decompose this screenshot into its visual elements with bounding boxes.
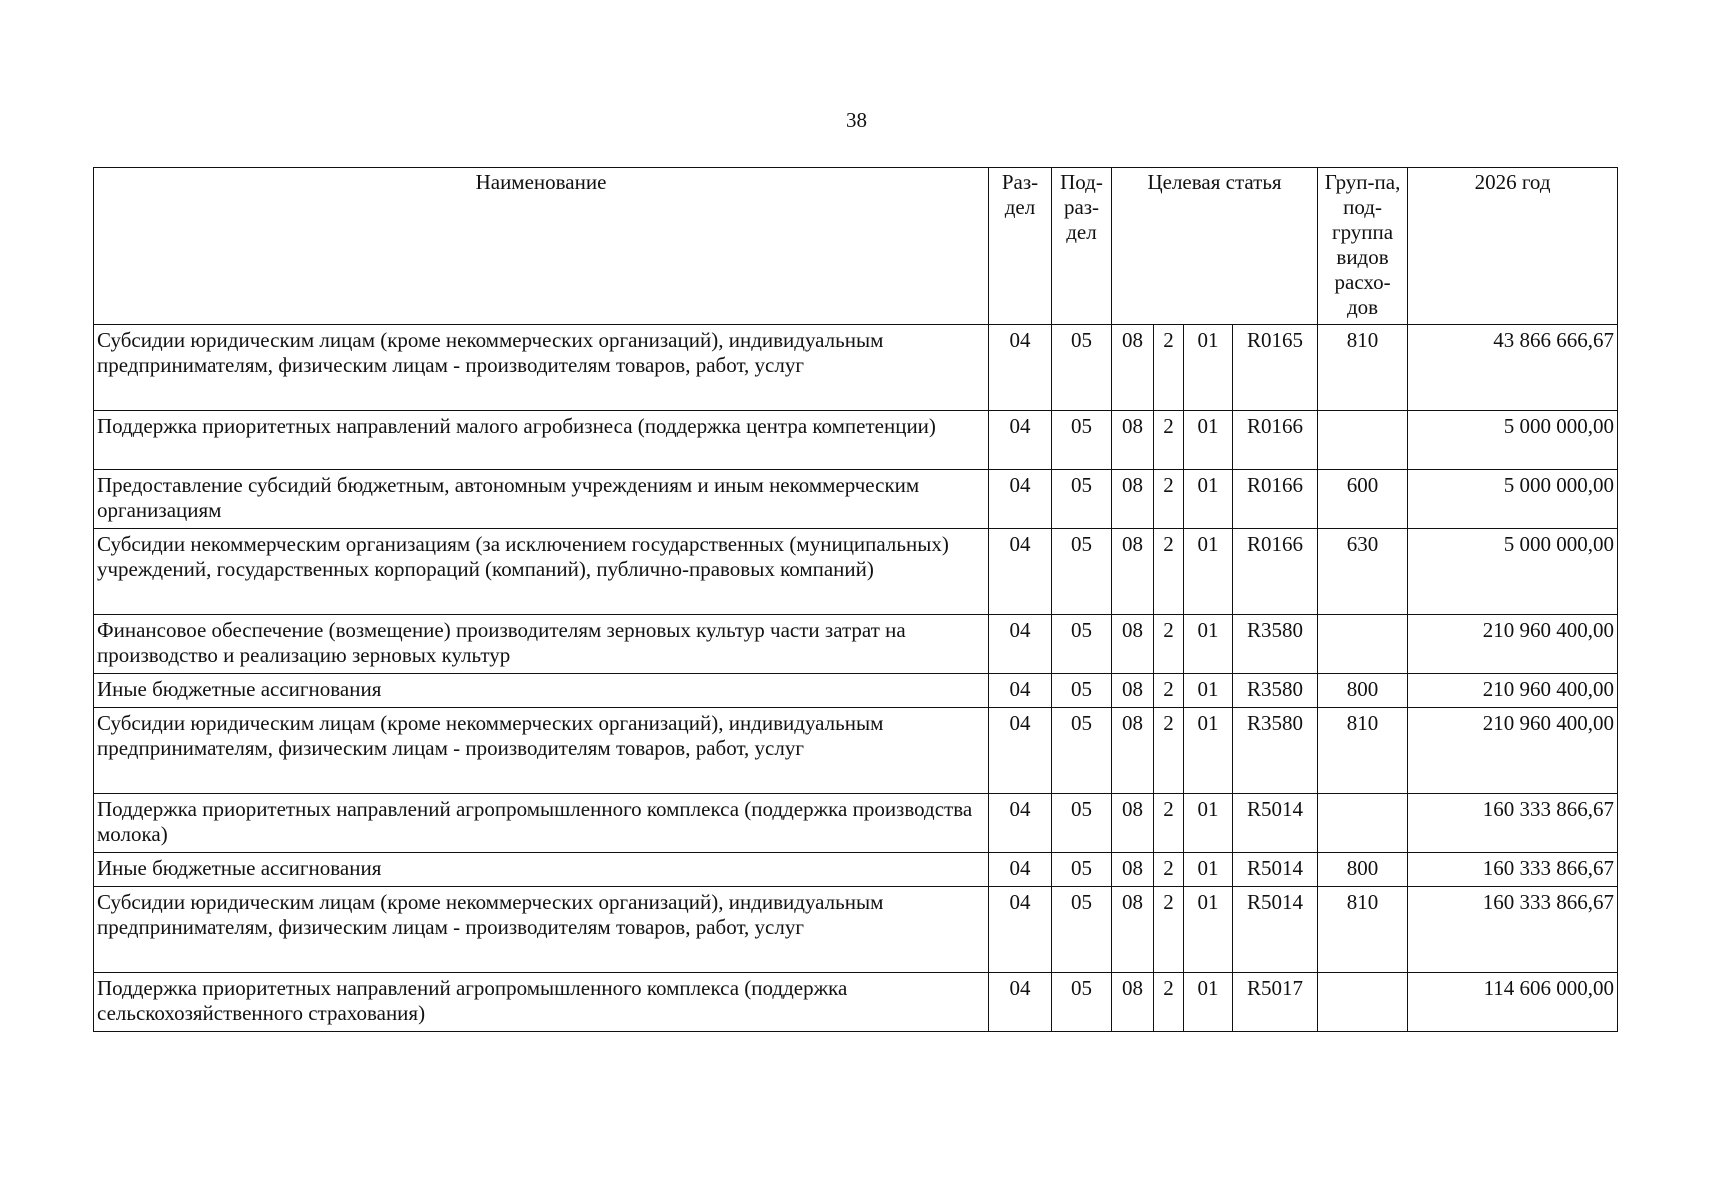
row-podrazdel: 05 (1052, 794, 1112, 853)
table-row (94, 615, 1618, 674)
row-amount: 114 606 000,00 (1408, 973, 1618, 1032)
row-group: 800 (1318, 853, 1408, 887)
table-row (94, 708, 1618, 794)
row-target-event: 01 (1184, 325, 1233, 411)
row-target-code: R3580 (1233, 615, 1318, 674)
row-name: Субсидии юридическим лицам (кроме некоммерческих организаций), индивидуальным предпринимателям, физическим лицам - производителям товаров, работ, услуг (94, 708, 989, 794)
row-razdel: 04 (989, 470, 1052, 529)
row-target-type: 2 (1154, 411, 1184, 470)
row-razdel: 04 (989, 708, 1052, 794)
row-target-event: 01 (1184, 529, 1233, 615)
row-amount: 160 333 866,67 (1408, 794, 1618, 853)
row-podrazdel: 05 (1052, 470, 1112, 529)
row-group (1318, 794, 1408, 853)
row-group: 810 (1318, 708, 1408, 794)
row-amount: 43 866 666,67 (1408, 325, 1618, 411)
row-name: Иные бюджетные ассигнования (94, 674, 989, 708)
header-razdel: Раз-дел (989, 168, 1052, 325)
row-target-event: 01 (1184, 470, 1233, 529)
row-target-program: 08 (1112, 325, 1154, 411)
row-razdel: 04 (989, 325, 1052, 411)
row-razdel: 04 (989, 853, 1052, 887)
row-target-type: 2 (1154, 325, 1184, 411)
row-podrazdel: 05 (1052, 615, 1112, 674)
row-amount: 210 960 400,00 (1408, 615, 1618, 674)
row-podrazdel: 05 (1052, 529, 1112, 615)
table-row (94, 529, 1618, 615)
row-razdel: 04 (989, 411, 1052, 470)
row-razdel: 04 (989, 887, 1052, 973)
table-row (94, 674, 1618, 708)
table-row (94, 794, 1618, 853)
row-target-type: 2 (1154, 794, 1184, 853)
row-name: Поддержка приоритетных направлений агропромышленного комплекса (поддержка сельскохозяйственного страхования) (94, 973, 989, 1032)
row-name: Иные бюджетные ассигнования (94, 853, 989, 887)
row-razdel: 04 (989, 674, 1052, 708)
row-amount: 160 333 866,67 (1408, 887, 1618, 973)
row-target-code: R3580 (1233, 708, 1318, 794)
header-podrazdel: Под-раз-дел (1052, 168, 1112, 325)
row-podrazdel: 05 (1052, 887, 1112, 973)
row-target-code: R3580 (1233, 674, 1318, 708)
row-amount: 210 960 400,00 (1408, 708, 1618, 794)
row-podrazdel: 05 (1052, 325, 1112, 411)
row-target-event: 01 (1184, 615, 1233, 674)
header-year: 2026 год (1408, 168, 1618, 325)
budget-table (93, 167, 1618, 1032)
row-target-event: 01 (1184, 973, 1233, 1032)
row-target-event: 01 (1184, 794, 1233, 853)
row-target-program: 08 (1112, 973, 1154, 1032)
row-razdel: 04 (989, 615, 1052, 674)
row-target-type: 2 (1154, 708, 1184, 794)
row-razdel: 04 (989, 973, 1052, 1032)
table-row (94, 325, 1618, 411)
header-row (94, 168, 1618, 325)
row-name: Финансовое обеспечение (возмещение) производителям зерновых культур части затрат на производство и реализацию зерновых культур (94, 615, 989, 674)
row-podrazdel: 05 (1052, 973, 1112, 1032)
page-number: 38 (846, 108, 867, 132)
header-target: Целевая статья (1112, 168, 1318, 325)
row-target-program: 08 (1112, 853, 1154, 887)
row-amount: 5 000 000,00 (1408, 529, 1618, 615)
row-name: Субсидии некоммерческим организациям (за исключением государственных (муниципальных) учреждений, государственных корпораций (компаний), публично-правовых компаний) (94, 529, 989, 615)
row-target-code: R5014 (1233, 794, 1318, 853)
row-podrazdel: 05 (1052, 674, 1112, 708)
row-amount: 210 960 400,00 (1408, 674, 1618, 708)
row-group: 630 (1318, 529, 1408, 615)
table-row (94, 887, 1618, 973)
row-amount: 5 000 000,00 (1408, 411, 1618, 470)
row-target-code: R0165 (1233, 325, 1318, 411)
row-target-type: 2 (1154, 887, 1184, 973)
row-target-program: 08 (1112, 887, 1154, 973)
row-target-type: 2 (1154, 470, 1184, 529)
row-target-type: 2 (1154, 529, 1184, 615)
row-group: 600 (1318, 470, 1408, 529)
row-target-type: 2 (1154, 615, 1184, 674)
row-target-event: 01 (1184, 853, 1233, 887)
row-name: Субсидии юридическим лицам (кроме некоммерческих организаций), индивидуальным предпринимателям, физическим лицам - производителям товаров, работ, услуг (94, 325, 989, 411)
row-target-program: 08 (1112, 529, 1154, 615)
row-target-program: 08 (1112, 411, 1154, 470)
row-group (1318, 615, 1408, 674)
row-podrazdel: 05 (1052, 708, 1112, 794)
row-target-event: 01 (1184, 887, 1233, 973)
row-target-code: R0166 (1233, 411, 1318, 470)
row-target-program: 08 (1112, 794, 1154, 853)
row-podrazdel: 05 (1052, 853, 1112, 887)
row-name: Предоставление субсидий бюджетным, автономным учреждениям и иным некоммерческим организациям (94, 470, 989, 529)
row-amount: 5 000 000,00 (1408, 470, 1618, 529)
table-row (94, 470, 1618, 529)
table-row (94, 973, 1618, 1032)
row-target-type: 2 (1154, 674, 1184, 708)
row-target-code: R5014 (1233, 853, 1318, 887)
row-target-type: 2 (1154, 973, 1184, 1032)
row-name: Поддержка приоритетных направлений агропромышленного комплекса (поддержка производства молока) (94, 794, 989, 853)
row-group (1318, 973, 1408, 1032)
row-group (1318, 411, 1408, 470)
row-name: Поддержка приоритетных направлений малого агробизнеса (поддержка центра компетенции) (94, 411, 989, 470)
table-row (94, 411, 1618, 470)
row-target-program: 08 (1112, 708, 1154, 794)
row-target-program: 08 (1112, 674, 1154, 708)
row-razdel: 04 (989, 794, 1052, 853)
row-group: 810 (1318, 325, 1408, 411)
row-target-program: 08 (1112, 470, 1154, 529)
table-row (94, 853, 1618, 887)
row-target-code: R0166 (1233, 529, 1318, 615)
row-target-type: 2 (1154, 853, 1184, 887)
row-target-code: R0166 (1233, 470, 1318, 529)
row-name: Субсидии юридическим лицам (кроме некоммерческих организаций), индивидуальным предпринимателям, физическим лицам - производителям товаров, работ, услуг (94, 887, 989, 973)
header-name: Наименование (94, 168, 989, 325)
row-group: 800 (1318, 674, 1408, 708)
row-target-program: 08 (1112, 615, 1154, 674)
row-amount: 160 333 866,67 (1408, 853, 1618, 887)
row-target-code: R5017 (1233, 973, 1318, 1032)
row-target-event: 01 (1184, 411, 1233, 470)
row-razdel: 04 (989, 529, 1052, 615)
row-target-event: 01 (1184, 674, 1233, 708)
header-group: Груп-па, под-группа видов расхо-дов (1318, 168, 1408, 325)
row-group: 810 (1318, 887, 1408, 973)
row-target-event: 01 (1184, 708, 1233, 794)
row-target-code: R5014 (1233, 887, 1318, 973)
row-podrazdel: 05 (1052, 411, 1112, 470)
